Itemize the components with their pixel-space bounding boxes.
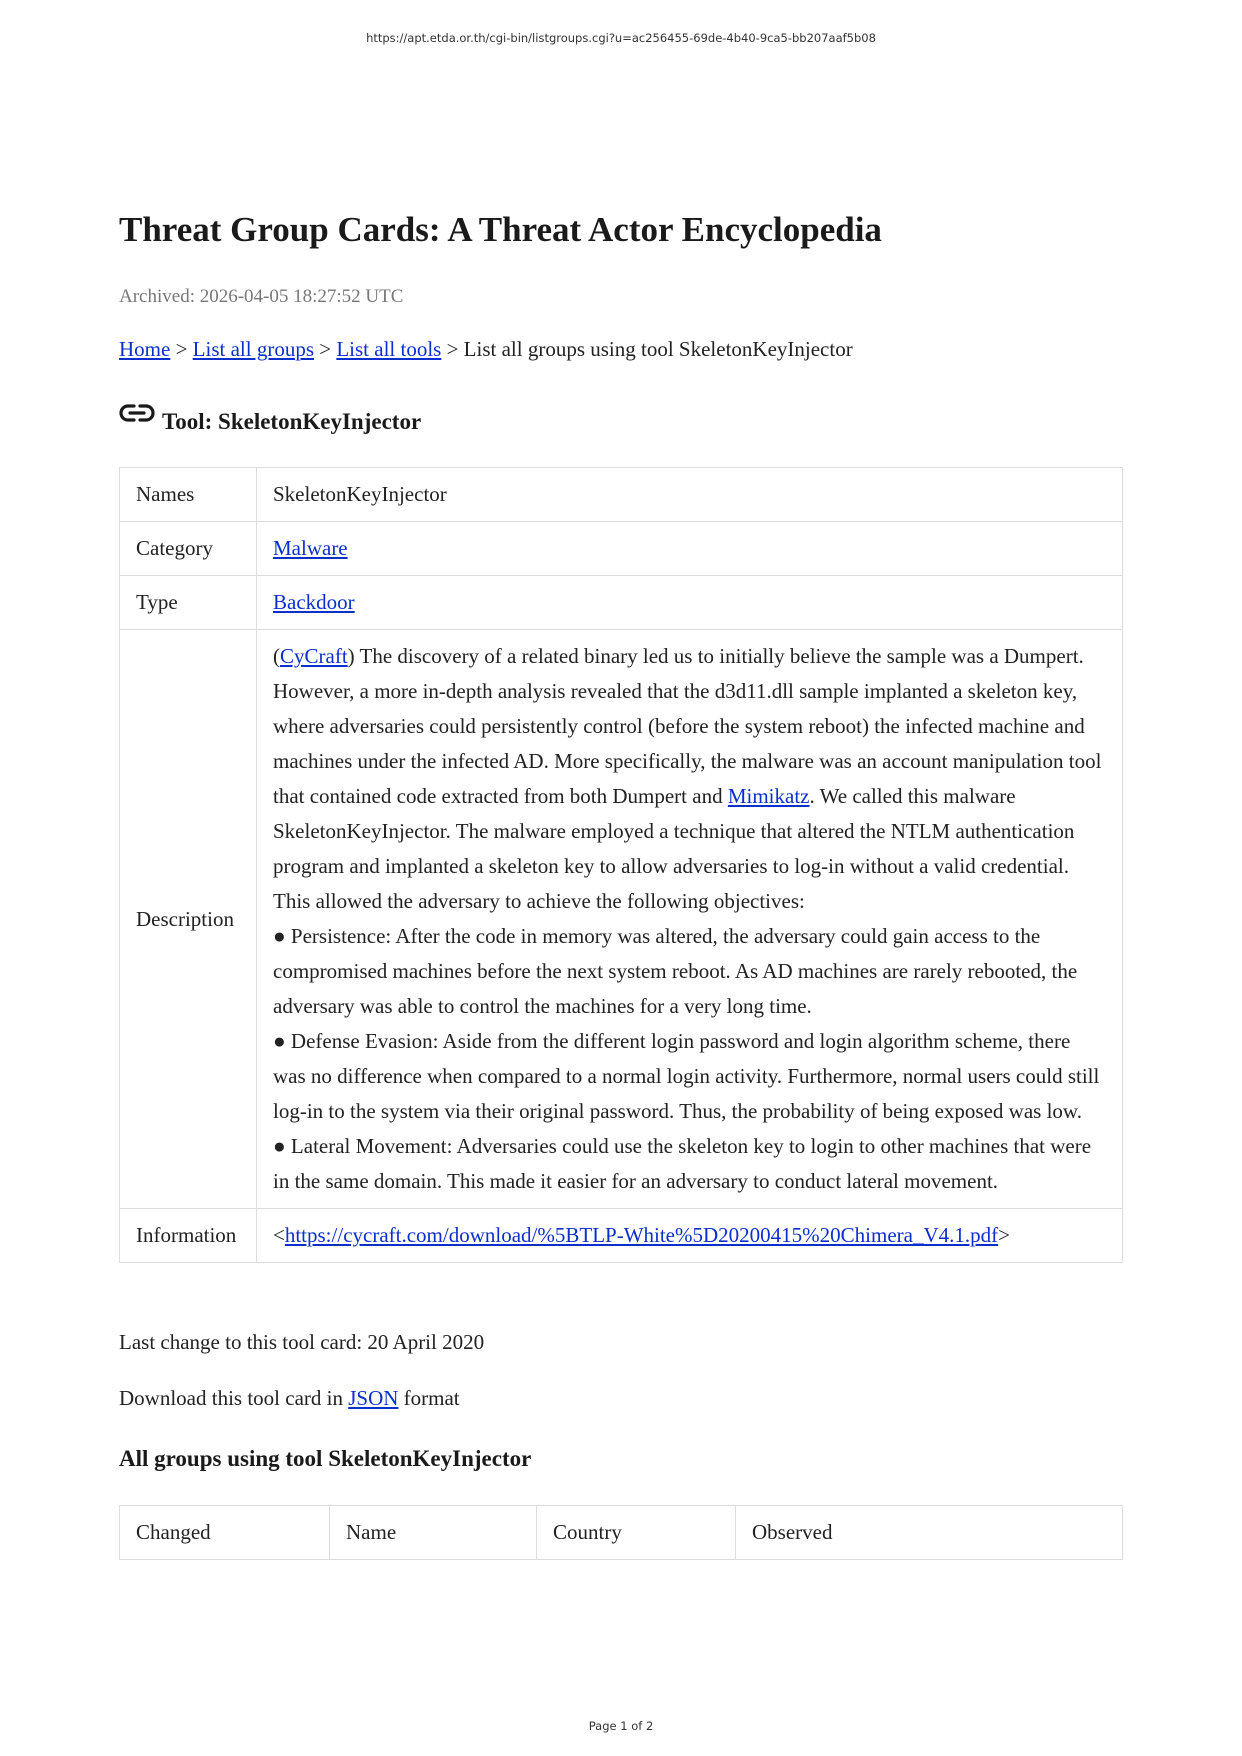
names-value: SkeletonKeyInjector [257,468,1123,522]
angle-bracket: > [998,1223,1010,1247]
persistence-bullet: ● Persistence: After the code in memory was altered, the adversary could gain access to the compromised machines before the next system reboot. As AD machines are rarely rebooted, the adversary was able to control the machines for a very long time. [273,924,1078,1018]
download-text: format [398,1386,460,1410]
table-row [120,576,1123,630]
description-text: . We called this malware SkeletonKeyInjector. The malware employed a technique that altered the NTLM authentication program and implanted a skeleton key to allow adversaries to log-in without a valid credential. This allowed the adversary to achieve the following objectives: [273,784,1075,913]
defense-evasion-bullet: ● Defense Evasion: Aside from the different login password and login algorithm scheme, there was no difference when compared to a normal login activity. Furthermore, normal users could still log-in to the system via their original password. Thus, the probability of being exposed was low. [273,1029,1100,1123]
type-label: Type [120,576,257,630]
json-download-link[interactable]: JSON [348,1386,399,1410]
breadcrumb-separator: > [170,337,193,361]
angle-bracket: < [273,1223,285,1247]
column-header-name[interactable]: Name [330,1506,537,1560]
breadcrumb-current: > List all groups using tool SkeletonKeyInjector [441,337,853,361]
mimikatz-link[interactable]: Mimikatz [727,784,810,808]
archived-timestamp: Archived: 2026-04-05 18:27:52 UTC [119,286,404,307]
column-header-changed[interactable]: Changed [120,1506,330,1560]
category-malware-link[interactable]: Malware [273,536,348,560]
page-url: https://apt.etda.or.th/cgi-bin/listgroups.cgi?u=ac256455-69de-4b40-9ca5-bb207aaf5b08 [366,31,876,45]
last-change-text: Last change to this tool card: 20 April 2020 [119,1330,485,1354]
paren: ( [273,644,280,668]
breadcrumb-separator: > [314,337,337,361]
table-row [120,522,1123,576]
table-header-row [120,1506,1123,1560]
table-row [120,1209,1123,1263]
cycraft-link[interactable]: CyCraft [280,644,348,668]
table-row [120,630,1123,1209]
description-label: Description [120,630,257,1209]
download-line [119,1386,460,1411]
information-cell [257,1209,1123,1263]
breadcrumb-groups-link[interactable]: List all groups [192,337,314,361]
column-header-country[interactable]: Country [537,1506,736,1560]
information-link[interactable]: https://cycraft.com/download/%5BTLP-White%5D20200415%20Chimera_V4.1.pdf [284,1223,999,1247]
groups-heading: All groups using tool SkeletonKeyInjector [119,1446,532,1471]
names-label: Names [120,468,257,522]
page-number: Page 1 of 2 [588,1719,654,1733]
type-backdoor-link[interactable]: Backdoor [273,590,355,614]
page-title: Threat Group Cards: A Threat Actor Encyclopedia [119,210,882,249]
tool-heading-text: Tool: SkeletonKeyInjector [162,409,422,434]
column-header-observed[interactable]: Observed [736,1506,1123,1560]
description-paragraph [273,639,1106,919]
lateral-movement-bullet: ● Lateral Movement: Adversaries could use the skeleton key to login to other machines that were in the same domain. This made it easier for an adversary to conduct lateral movement. [273,1134,1092,1193]
description-cell [257,630,1123,1209]
breadcrumb-tools-link[interactable]: List all tools [336,337,442,361]
information-label: Information [120,1209,257,1263]
type-cell [257,576,1123,630]
tool-info-table [119,467,1123,1263]
download-text: Download this tool card in [119,1386,349,1410]
category-label: Category [120,522,257,576]
category-cell [257,522,1123,576]
groups-table [119,1505,1123,1560]
description-text: ) The discovery of a related binary led us to initially believe the sample was a Dumpert. However, a more in-depth analysis revealed that the d3d11.dll sample implanted a skeleton key, where adversaries could persistently control (before the system reboot) the infected machine and machines under the infected AD. More specifically, the malware was an account manipulation tool that contained code extracted from both Dumpert and [273,644,1102,808]
breadcrumb-home-link[interactable]: Home [119,337,171,361]
table-row [120,468,1123,522]
breadcrumb [119,337,853,362]
link-icon [119,401,155,431]
